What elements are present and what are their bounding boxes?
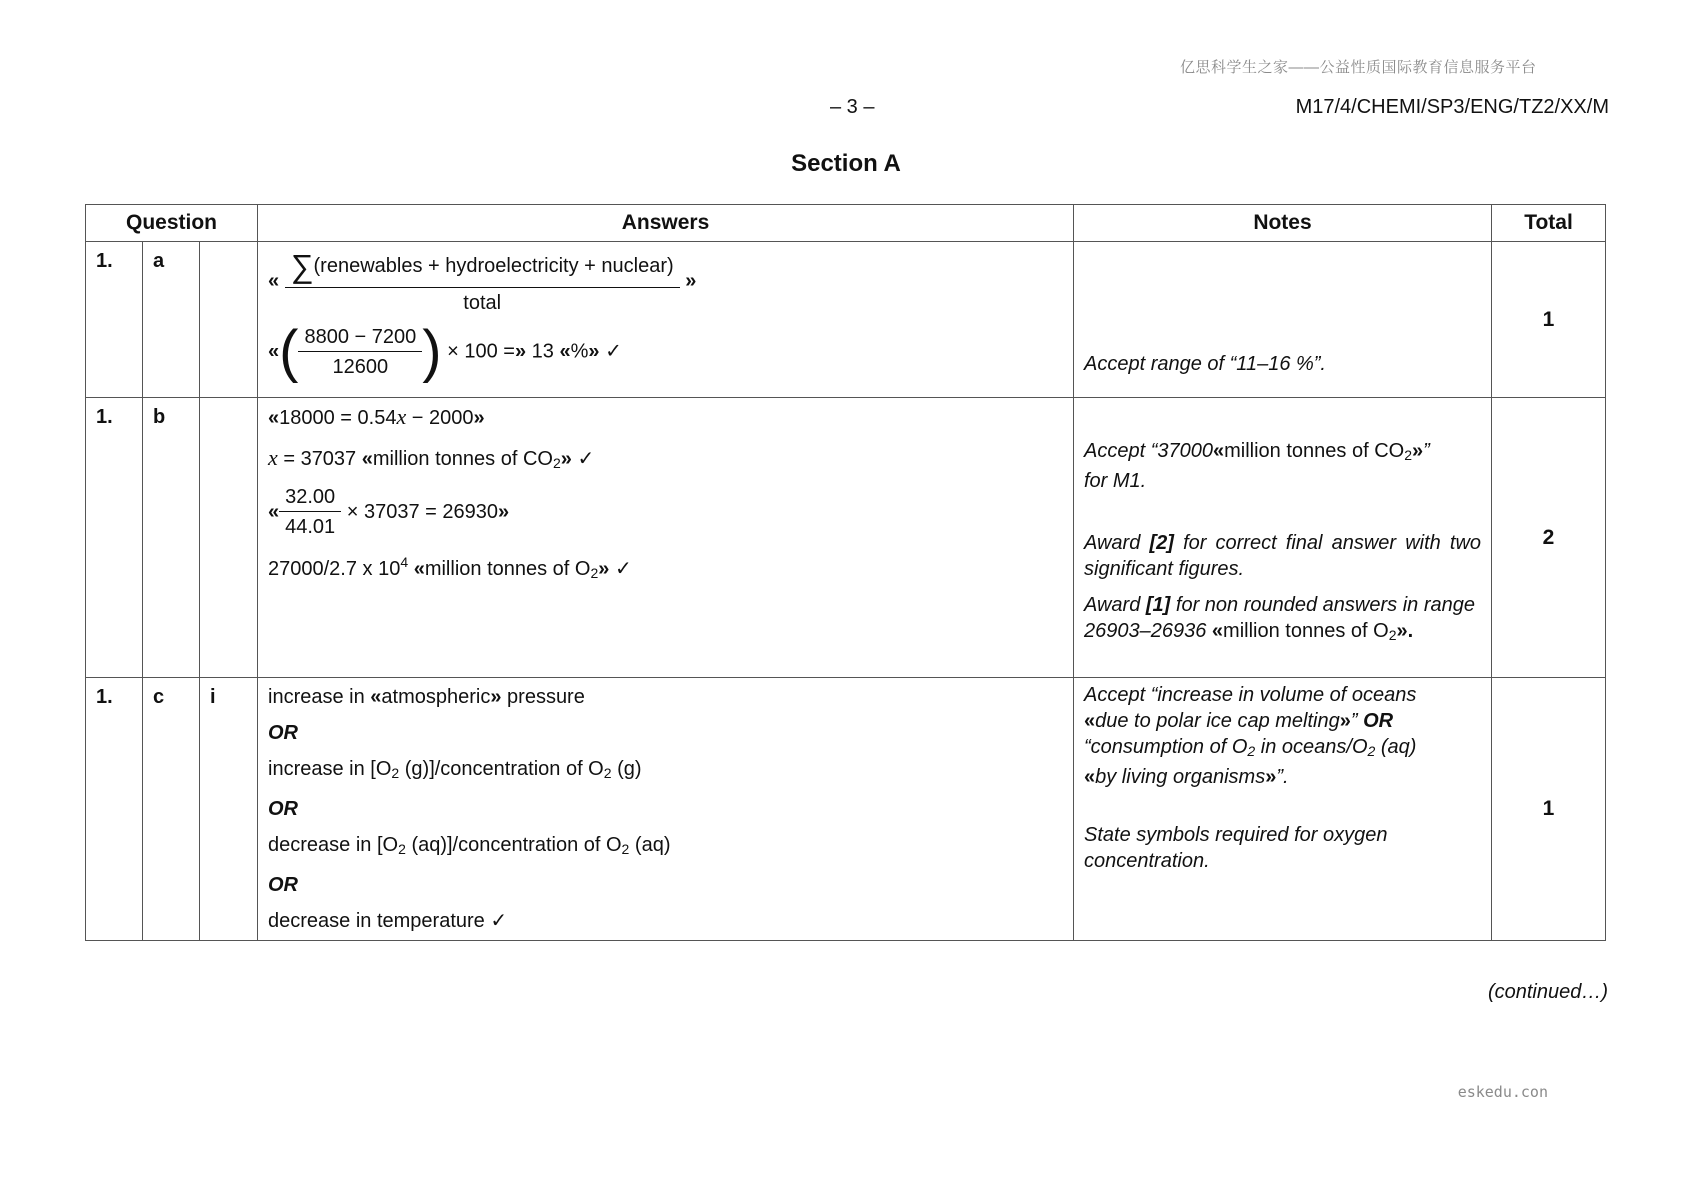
guillemet-close: »: [588, 340, 600, 363]
question-number: 1.: [86, 242, 143, 398]
check-mark-icon: ✓: [605, 340, 622, 363]
question-part: b: [143, 398, 200, 678]
note-text: Accept “37000«million tonnes of CO2»” for M1.: [1084, 440, 1430, 492]
guillemet-open: «: [268, 500, 280, 523]
answer-cell: [258, 242, 1074, 398]
table-row-1b: [86, 398, 1606, 678]
fraction-percentage: [285, 248, 680, 315]
equation-tail: × 37037 = 26930: [346, 500, 499, 523]
question-number: 1.: [86, 398, 143, 678]
fraction-mass-ratio: [279, 486, 341, 539]
note-text: Award [1] for non rounded answers in range 26903–26936 «million tonnes of O2».: [1084, 594, 1475, 643]
or-label: OR: [268, 722, 298, 744]
guillemet-close: »: [514, 340, 527, 363]
answer-cell: [258, 678, 1074, 941]
table-row-1a: [86, 242, 1606, 398]
guillemet-open: «: [361, 448, 373, 470]
guillemet-close: »: [473, 407, 485, 429]
question-subpart: i: [200, 678, 258, 941]
check-mark-icon: ✓: [614, 558, 632, 580]
watermark-bottom: eskedu.con: [1457, 1083, 1548, 1101]
guillemet-open: «: [413, 558, 425, 580]
question-part: c: [143, 678, 200, 941]
header-notes: Notes: [1074, 205, 1492, 242]
answer-formula-1: [268, 248, 1063, 315]
watermark-top: 亿思科学生之家——公益性质国际教育信息服务平台: [1180, 59, 1537, 76]
guillemet-open: «: [559, 340, 571, 363]
fraction-calc: [298, 326, 422, 379]
answer-line-4: [268, 549, 1063, 586]
notes-cell: [1074, 242, 1492, 398]
answer-line-2: increase in [O2 (g)]/concentration of O2 (g): [268, 758, 642, 781]
unit-text: million tonnes of CO: [372, 448, 553, 470]
equation-tail: − 2000: [411, 407, 474, 429]
header-answers: Answers: [258, 205, 1074, 242]
guillemet-close: »: [560, 448, 572, 470]
variable-x: x: [396, 404, 407, 429]
answer-line-2: [268, 445, 1063, 476]
sigma-symbol: ∑: [290, 248, 314, 284]
guillemet-open: «: [268, 269, 280, 292]
final-answer: 27000/2.7 x 10: [268, 558, 401, 580]
answer-line-3: [268, 486, 1063, 539]
fraction-numerator: 32.00: [279, 486, 341, 512]
total-cell: 1: [1492, 678, 1606, 941]
guillemet-open: «: [268, 340, 280, 363]
page-number: – 3 –: [830, 96, 875, 118]
total-cell: 2: [1492, 398, 1606, 678]
notes-cell: [1074, 678, 1492, 941]
fraction-denominator: 12600: [332, 355, 389, 378]
superscript: 4: [400, 554, 409, 570]
variable-x: x: [268, 445, 278, 470]
header-question: Question: [86, 205, 258, 242]
note-text: Accept range of “11–16 %”.: [1084, 353, 1326, 375]
equation: = 37037: [283, 448, 357, 470]
answer-cell: [258, 398, 1074, 678]
fraction-denominator: 44.01: [285, 516, 336, 538]
answer-formula-2: [268, 319, 1063, 384]
or-label: OR: [268, 874, 298, 896]
table-row-1ci: [86, 678, 1606, 941]
check-mark-icon: ✓: [577, 448, 595, 470]
answer-unit: %: [570, 340, 589, 363]
fraction-denominator: total: [463, 292, 502, 314]
fraction-numerator: 8800 − 7200: [298, 326, 422, 352]
answer-line-1: [268, 404, 1063, 431]
guillemet-close: »: [498, 500, 510, 523]
document-code: M17/4/CHEMI/SP3/ENG/TZ2/XX/M: [1295, 96, 1609, 118]
question-subpart: [200, 398, 258, 678]
guillemet-open: «: [268, 407, 280, 429]
header-total: Total: [1492, 205, 1606, 242]
section-title: Section A: [791, 150, 901, 177]
equation: 18000 = 0.54: [279, 407, 397, 429]
notes-cell: [1074, 398, 1492, 678]
note-text: Accept “increase in volume of oceans «due to polar ice cap melting»” OR “consumption of O2 in oceans/O2 (aq) «by living organisms»”.: [1084, 684, 1417, 788]
answer-line-1: increase in «atmospheric» pressure: [268, 686, 585, 708]
total-cell: 1: [1492, 242, 1606, 398]
note-text: Award [2] for correct final answer with two significant figures.: [1084, 532, 1482, 580]
paren-open: (: [279, 319, 299, 384]
answer-line-4: decrease in temperature ✓: [268, 910, 508, 932]
question-number: 1.: [86, 678, 143, 941]
question-subpart: [200, 242, 258, 398]
guillemet-close: »: [598, 558, 610, 580]
continued-label: (continued…): [1487, 981, 1608, 1003]
note-text: State symbols required for oxygen concentration.: [1084, 824, 1388, 872]
subscript: 2: [590, 565, 599, 581]
check-mark-icon: ✓: [490, 910, 508, 932]
subscript: 2: [552, 455, 561, 471]
markscheme-table: [85, 204, 1606, 941]
or-label: OR: [268, 798, 298, 820]
table-header-row: [86, 205, 1606, 242]
fraction-numerator: (renewables + hydroelectricity + nuclear): [313, 254, 674, 277]
unit-text: million tonnes of O: [424, 558, 591, 580]
guillemet-close: »: [685, 269, 697, 292]
paren-close: ): [422, 319, 442, 384]
question-part: a: [143, 242, 200, 398]
final-answer: 13: [531, 340, 554, 363]
equation-tail: × 100 =: [447, 340, 515, 363]
answer-line-3: decrease in [O2 (aq)]/concentration of O2 (aq): [268, 834, 671, 857]
